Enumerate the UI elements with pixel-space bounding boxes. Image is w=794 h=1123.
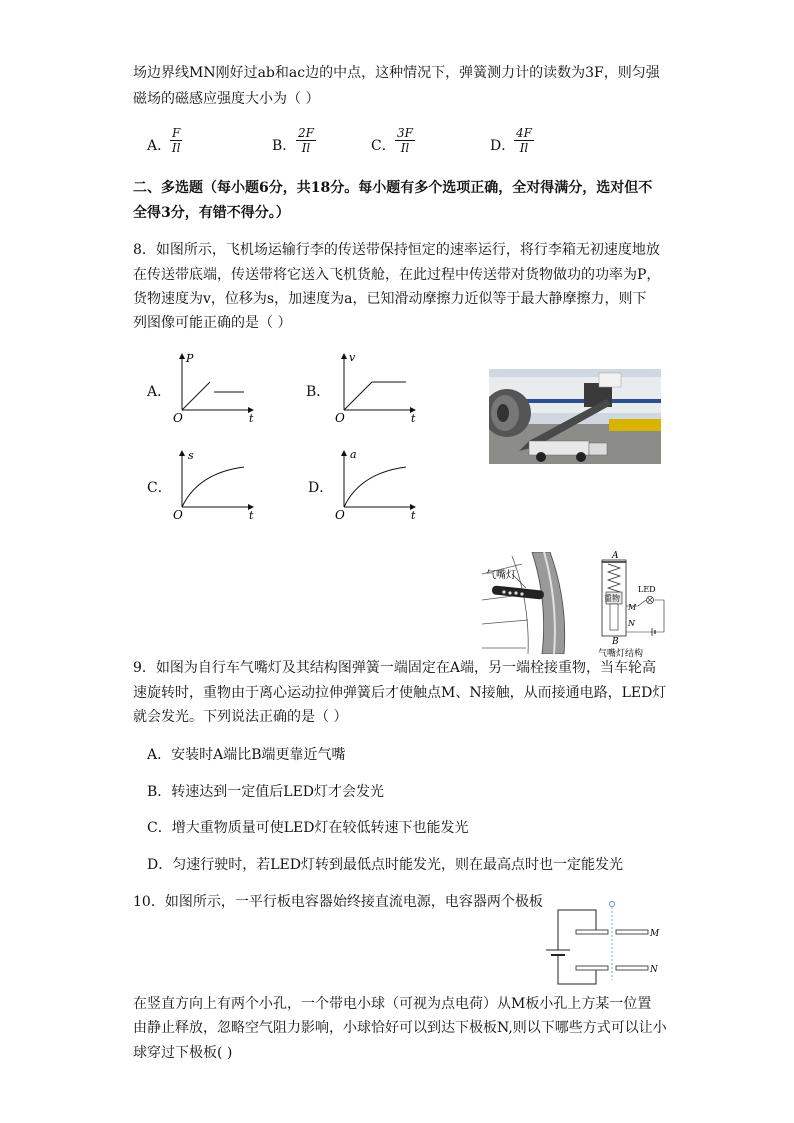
label-b: B bbox=[612, 637, 619, 647]
capacitor-circuit-figure bbox=[540, 898, 666, 990]
q7-option-a-label: A． bbox=[147, 138, 172, 154]
q8-graph-d bbox=[330, 445, 422, 525]
q8-graph-b bbox=[330, 348, 422, 428]
q7-option-d-fraction: $\frac{4F}{Il}$ bbox=[516, 126, 532, 155]
q8-graph-b-x-label: t bbox=[411, 412, 416, 425]
q10-text-line3: 由静止释放，忽略空气阻力影响，小球恰好可以到达下极板N,则以下哪些方式可以让小 bbox=[133, 1020, 667, 1036]
q9-text-line2: 速旋转时，重物由于离心运动拉伸弹簧后才使触点M、N接触，从而接通电路，LED灯 bbox=[133, 685, 667, 701]
q9-text-line3: 就会发光。下列说法正确的是（ ） bbox=[133, 709, 348, 725]
q8-graph-d-x-label: t bbox=[411, 509, 416, 522]
q10-text-line4: 球穿过下极板( ) bbox=[133, 1045, 233, 1061]
q9-option-b[interactable]: B．转速达到一定值后LED灯才会发光 bbox=[147, 784, 385, 800]
q7-option-b-label: B． bbox=[272, 138, 297, 154]
label-n: N bbox=[628, 619, 635, 628]
q8-graph-c-y-label: s bbox=[188, 449, 194, 462]
q7-option-a-fraction: $\frac{F}{Il}$ bbox=[171, 126, 181, 155]
q8-graph-c-x-label: t bbox=[249, 509, 254, 522]
q9-option-c[interactable]: C．增大重物质量可使LED灯在较低转速下也能发光 bbox=[147, 820, 469, 836]
q9-option-d[interactable]: D．匀速行驶时，若LED灯转到最低点时能发光，则在最高点时也一定能发光 bbox=[147, 857, 623, 873]
led-label: LED bbox=[638, 585, 656, 594]
q7-option-b-fraction: $\frac{2F}{Il}$ bbox=[298, 126, 314, 155]
label-m: M bbox=[628, 603, 637, 612]
q8-graph-b-origin: O bbox=[335, 411, 345, 425]
conveyor-photo bbox=[489, 369, 661, 464]
q8-graph-b-y-label: v bbox=[349, 351, 356, 364]
structure-caption: 气嘴灯结构 bbox=[598, 649, 644, 658]
q8-text-line1: 8．如图所示，飞机场运输行李的传送带保持恒定的速率运行，将行李箱无初速度地放 bbox=[133, 242, 660, 258]
q8-text-line3: 货物速度为v，位移为s，加速度为a，已知滑动摩擦力近似等于最大静摩擦力，则下 bbox=[133, 291, 647, 307]
label-a: A bbox=[612, 551, 619, 561]
wheel-valve-lamp-figure bbox=[482, 552, 582, 654]
section-heading-line2: 全得3分，有错不得分。） bbox=[133, 205, 290, 221]
weight-label: 重物 bbox=[604, 594, 620, 603]
q8-graph-d-label[interactable]: D． bbox=[308, 480, 334, 496]
q8-graph-d-y-label: a bbox=[350, 448, 357, 461]
q8-graph-a-x-label: t bbox=[249, 412, 254, 425]
section-heading-line1: 二、多选题（每小题6分，共18分。每小题有多个选项正确，全对得满分，选对但不 bbox=[133, 180, 653, 196]
q8-text-line2: 在传送带底端，传送带将它送入飞机货舱，在此过程中传送带对货物做功的功率为P， bbox=[133, 267, 661, 283]
q10-text-line1: 10．如图所示，一平行板电容器始终接直流电源，电容器两个极板 bbox=[133, 894, 543, 910]
q8-graph-a-y-label: P bbox=[186, 352, 194, 365]
q8-graph-a-origin: O bbox=[173, 411, 183, 425]
q8-graph-b-label[interactable]: B． bbox=[306, 384, 331, 400]
plate-n-label: N bbox=[650, 965, 658, 975]
q9-option-a[interactable]: A．安装时A端比B端更靠近气嘴 bbox=[147, 747, 346, 763]
lamp-structure-figure bbox=[598, 550, 678, 658]
q8-text-line4: 列图像可能正确的是（ ） bbox=[133, 315, 292, 331]
q7-text-line1: 场边界线MN刚好过ab和ac边的中点，这种情况下，弹簧测力计的读数为3F，则匀强 bbox=[133, 65, 660, 81]
q7-option-c-fraction: $\frac{3F}{Il}$ bbox=[397, 126, 413, 155]
q7-option-d-label: D． bbox=[490, 138, 516, 154]
q9-text-line1: 9．如图为自行车气嘴灯及其结构图弹簧一端固定在A端，另一端栓接重物，当车轮高 bbox=[133, 660, 657, 676]
lamp-label: 气嘴灯 bbox=[486, 570, 516, 581]
q8-graph-c bbox=[168, 445, 260, 525]
q8-graph-d-origin: O bbox=[335, 508, 345, 522]
q8-graph-a bbox=[168, 348, 260, 428]
plate-m-label: M bbox=[650, 929, 660, 939]
q7-text-line2: 磁场的磁感应强度大小为（ ） bbox=[133, 91, 320, 107]
q8-graph-c-origin: O bbox=[173, 508, 183, 522]
q8-graph-a-label[interactable]: A． bbox=[147, 384, 172, 400]
q8-graph-c-label[interactable]: C． bbox=[147, 480, 172, 496]
q7-option-c-label: C． bbox=[371, 138, 396, 154]
q10-text-line2: 在竖直方向上有两个小孔，一个带电小球（可视为点电荷）从M板小孔上方某一位置 bbox=[133, 996, 652, 1012]
